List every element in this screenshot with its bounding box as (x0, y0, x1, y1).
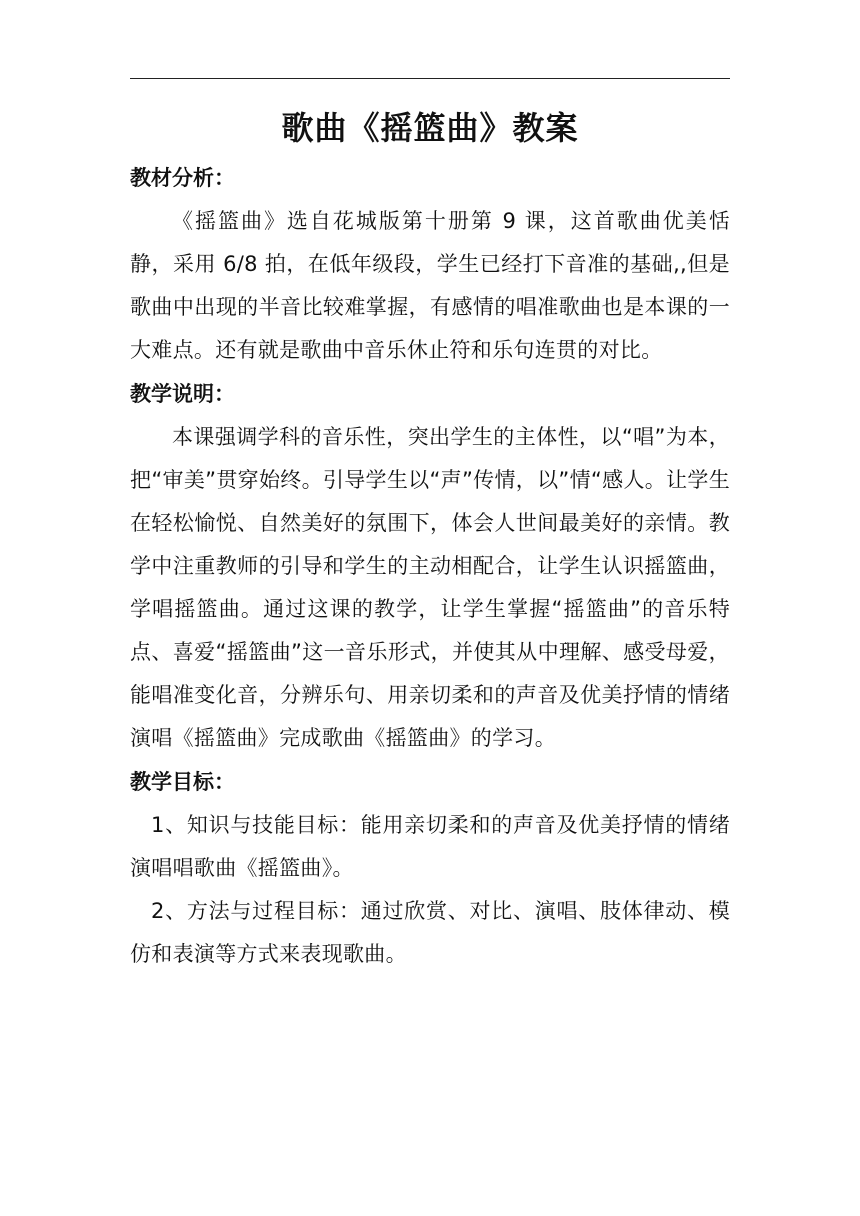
analysis-paragraph: 《摇篮曲》选自花城版第十册第 9 课，这首歌曲优美恬静，采用 6/8 拍，在低年级段，学生已经打下音准的基础,,但是歌曲中出现的半音比较难掌握，有感情的唱准歌曲也是本课的一大难点。还有就是歌曲中音乐休止符和乐句连贯的对比。 (130, 209, 730, 362)
section-heading-explanation: 教学说明： (130, 382, 235, 406)
section-heading-objectives: 教学目标： (130, 770, 235, 794)
header-rule (130, 78, 730, 79)
objective-item-1: 1、知识与技能目标：能用亲切柔和的声音及优美抒情的情绪演唱唱歌曲《摇篮曲》。 (130, 813, 730, 880)
section-heading-analysis: 教材分析： (130, 166, 235, 190)
explanation-paragraph: 本课强调学科的音乐性，突出学生的主体性，以“唱”为本，把“审美”贯穿始终。引导学生以“声”传情，以”情“感人。让学生在轻松愉悦、自然美好的氛围下，体会人世间最美好的亲情。教学中注重教师的引导和学生的主动相配合，让学生认识摇篮曲，学唱摇篮曲。通过这课的教学，让学生掌握“摇篮曲”的音乐特点、喜爱“摇篮曲”这一音乐形式，并使其从中理解、感受母爱，能唱准变化音，分辨乐句、用亲切柔和的声音及优美抒情的情绪演唱《摇篮曲》完成歌曲《摇篮曲》的学习。 (130, 425, 730, 750)
objective-item-2: 2、方法与过程目标：通过欣赏、对比、演唱、肢体律动、模仿和表演等方式来表现歌曲。 (130, 899, 730, 966)
document-body (130, 100, 730, 976)
document-title: 歌曲《摇篮曲》教案 (281, 109, 579, 147)
